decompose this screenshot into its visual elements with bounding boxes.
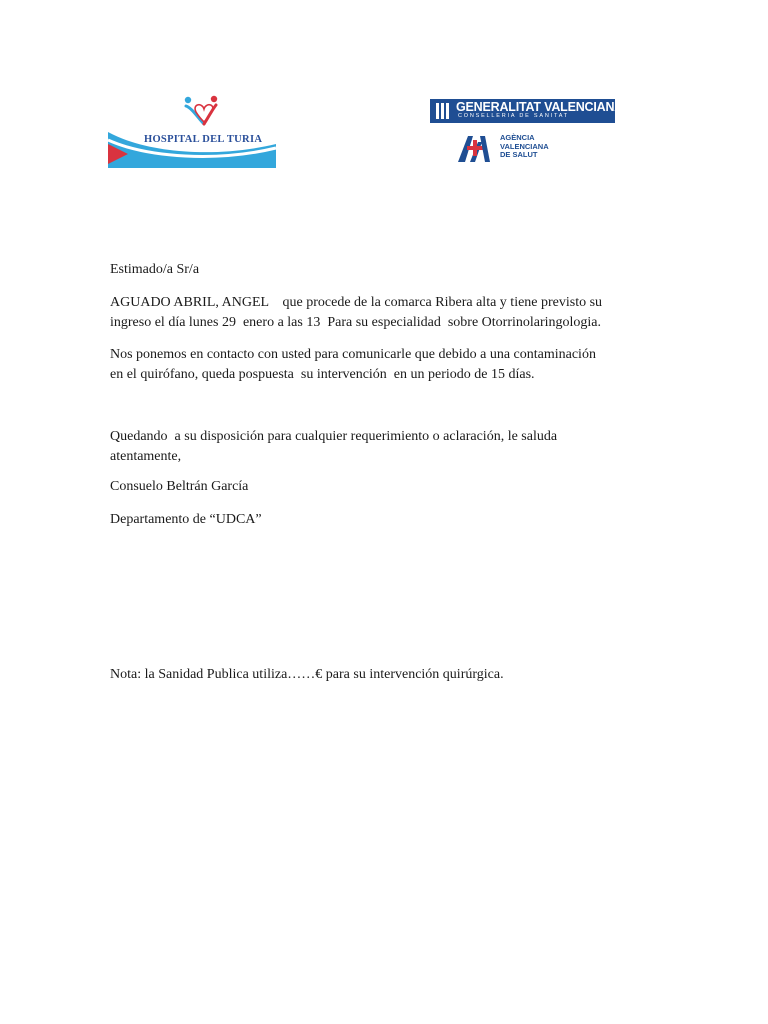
paragraph2-line1: Nos ponemos en contacto con usted para comunicarle que debido a una contaminación (110, 347, 596, 362)
agencia-line-2: VALENCIANA (500, 141, 549, 151)
agencia-line-3: DE SALUT (500, 150, 538, 159)
hospital-name: HOSPITAL DEL TURIA (144, 134, 263, 145)
closing-line1: Quedando a su disposición para cualquier requerimiento o aclaración, le saluda (110, 429, 558, 444)
agencia-logo-icon (456, 132, 496, 164)
note (110, 665, 670, 685)
generalitat-logo (430, 99, 624, 123)
paragraph1-line2: ingreso el día lunes 29 enero a las 13 Para su especialidad sobre Otorrinolaringologia. (110, 315, 602, 330)
note-text: Nota: la Sanidad Publica utiliza……€ para su intervención quirúrgica. (110, 667, 504, 682)
closing-paragraph (110, 427, 670, 467)
department (110, 510, 670, 530)
closing-line2: atentamente, (110, 449, 182, 464)
generalitat-title: GENERALITAT VALENCIANA (456, 100, 624, 114)
generalitat-subtitle: CONSELLERIA DE SANITAT (458, 113, 569, 119)
hospital-logo-graphic (108, 92, 278, 170)
paragraph1-line1: AGUADO ABRIL, ANGEL que procede de la comarca Ribera alta y tiene previsto su (110, 295, 603, 310)
signature (110, 477, 670, 497)
paragraph-postponement (110, 345, 670, 385)
greeting-text: Estimado/a Sr/a (110, 262, 200, 277)
paragraph2-line2: en el quirófano, queda pospuesta su intervención en un periodo de 15 días. (110, 367, 535, 382)
greeting (110, 260, 670, 280)
paragraph-patient-info (110, 293, 670, 333)
generalitat-emblem-icon (433, 101, 453, 121)
department-text: Departamento de “UDCA” (110, 512, 262, 527)
hospital-logo (108, 92, 278, 170)
agencia-name (500, 134, 549, 160)
signature-name: Consuelo Beltrán García (110, 479, 249, 494)
agencia-line-1: AGÈNCIA (500, 133, 535, 142)
